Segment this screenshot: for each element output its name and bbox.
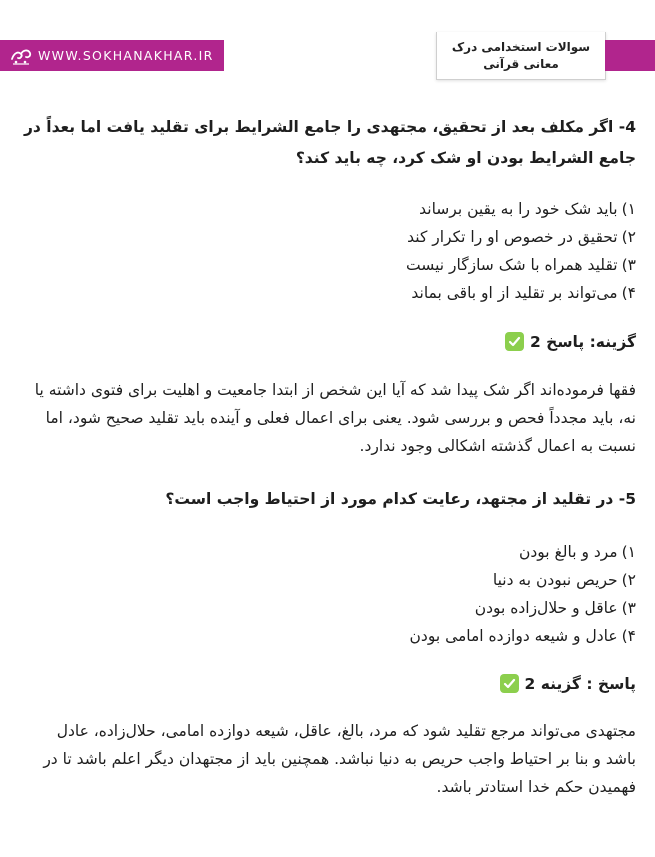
question-5-options xyxy=(22,538,636,650)
document-body xyxy=(22,108,636,801)
question-4-options xyxy=(22,195,636,307)
option-item: ۳)تقلید همراه با شک سازگار نیست xyxy=(406,256,636,274)
option-item: ۲)حریص نبودن به دنیا xyxy=(492,571,636,589)
option-item: ۲)تحقیق در خصوص او را تکرار کند xyxy=(407,228,636,246)
document-title xyxy=(436,32,606,80)
check-mark-button-icon xyxy=(500,674,519,693)
question-4-explanation: فقها فرموده‌اند اگر شک پیدا شد که آیا این شخص از ابتدا جامعیت و اهلیت برای فتوی داشته یا نه، باید مجدداً فحص و بررسی شود. یعنی برای اعمال فعلی و آینده باید تقلید صحیح شود، اما نسبت به اعمال گذشته اشکالی وجود ندارد. xyxy=(34,381,636,455)
title-line-1: سوالات استخدامی درک xyxy=(451,40,591,54)
question-4: 4- اگر مکلف بعد از تحقیق، مجتهدی را جامع الشرایط برای تقلید یافت اما بعداً در جامع الشرایط بودن او شک کرد، چه باید کند؟ xyxy=(23,118,636,167)
page-header xyxy=(0,32,655,92)
brand-url[interactable]: WWW.SOKHANAKHAR.IR xyxy=(38,48,214,63)
option-item: ۱)باید شک خود را به یقین برساند xyxy=(419,200,636,218)
check-mark-button-icon xyxy=(505,332,524,351)
title-line-2: معانی قرآنی xyxy=(483,57,559,71)
brand-bar xyxy=(0,40,224,71)
question-5: 5- در تقلید از مجتهد، رعایت کدام مورد از احتیاط واجب است؟ xyxy=(165,490,636,508)
question-4-answer xyxy=(22,332,636,351)
answer-label: گزینه: پاسخ 2 xyxy=(529,332,636,351)
option-item: ۱)مرد و بالغ بودن xyxy=(518,543,636,561)
option-item: ۴)می‌تواند بر تقلید از او باقی بماند xyxy=(411,284,636,302)
answer-label: پاسخ : گزینه 2 xyxy=(524,674,636,693)
question-5-explanation: مجتهدی می‌تواند مرجع تقلید شود که مرد، بالغ، عاقل، شیعه دوازده امامی، حلال‌زاده، عادل باشد و بنا بر احتیاط واجب حریص به دنیا نباشد. همچنین باید از مجتهدان دیگر اعلم باشد تا در فهمیدن حکم خدا استادتر باشد. xyxy=(43,722,636,796)
option-item: ۴)عادل و شیعه دوازده امامی بودن xyxy=(409,627,636,645)
question-5-answer xyxy=(22,674,636,693)
sokhanakhar-logo-icon xyxy=(8,43,34,69)
option-item: ۳)عاقل و حلال‌زاده بودن xyxy=(474,599,636,617)
header-accent-bar xyxy=(605,40,655,71)
